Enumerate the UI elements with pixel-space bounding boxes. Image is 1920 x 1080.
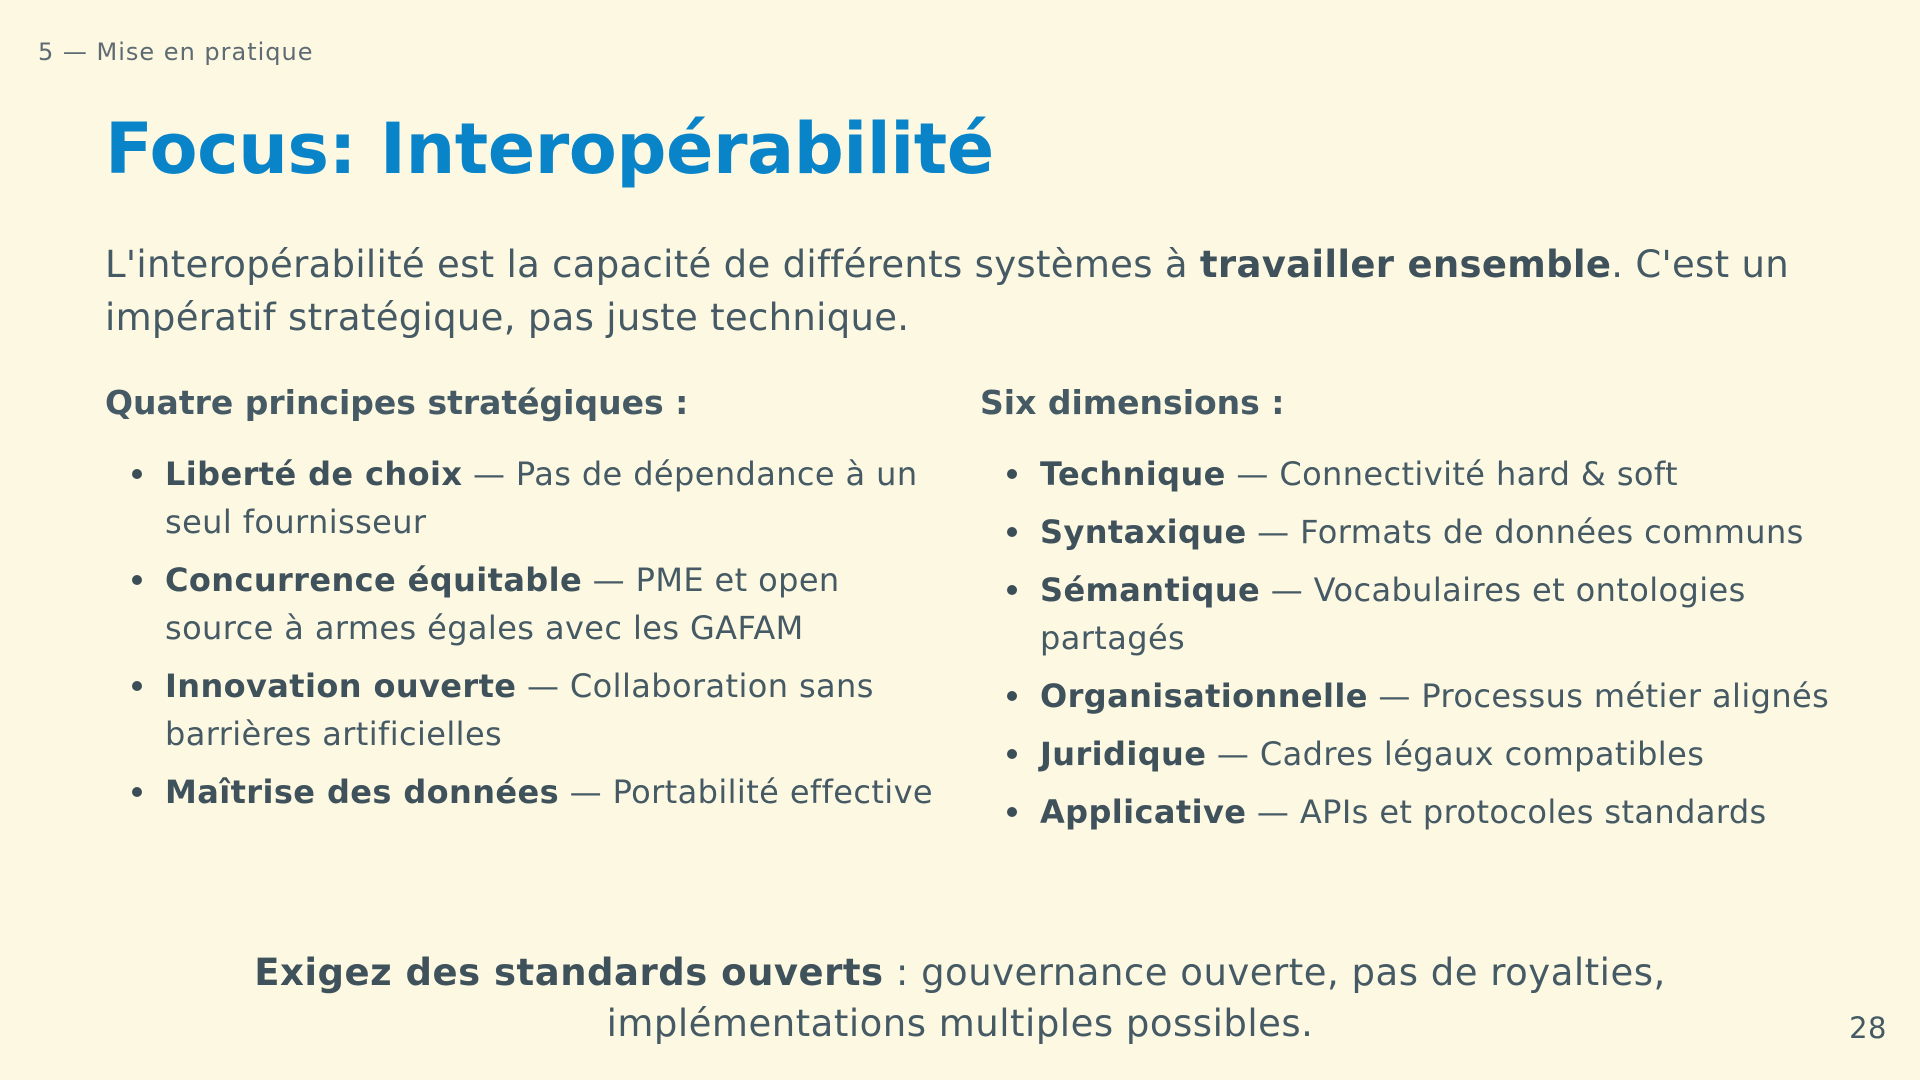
item-description: — Collaboration sans barrières artificielles [165,667,874,753]
item-term: Syntaxique [1040,513,1247,551]
item-term: Liberté de choix [165,455,463,493]
list-item [1040,672,1830,720]
list-item [165,450,955,546]
item-term: Organisationnelle [1040,677,1368,715]
item-description: — Formats de données communs [1246,513,1804,551]
list-item [165,556,955,652]
bullet-icon [132,469,142,479]
intro-emphasis: travailler ensemble [1199,243,1612,286]
item-term: Concurrence équitable [165,561,583,599]
intro-text-end: . C'est un impératif stratégique, pas juste technique. [105,243,1789,339]
list-item [1040,450,1830,498]
bullet-icon [1007,691,1017,701]
bullet-icon [132,681,142,691]
principles-heading: Quatre principes stratégiques : [105,383,689,422]
item-description: — Pas de dépendance à un seul fournisseur [165,455,918,541]
bullet-icon [132,787,142,797]
list-item [1040,730,1830,778]
intro-text-start: L'interopérabilité est la capacité de différents systèmes à [105,243,1200,286]
list-item [1040,788,1830,836]
intro-paragraph [105,238,1825,344]
footer-callout [100,947,1820,1049]
list-item [165,662,955,758]
bullet-icon [1007,527,1017,537]
bullet-icon [1007,749,1017,759]
item-description: — PME et open source à armes égales avec les GAFAM [165,561,840,647]
item-description: — Cadres légaux compatibles [1206,735,1705,773]
item-description: — Vocabulaires et ontologies partagés [1040,571,1746,657]
item-description: — Processus métier alignés [1367,677,1830,715]
item-term: Applicative [1040,793,1247,831]
item-description: — Connectivité hard & soft [1225,455,1678,493]
item-term: Innovation ouverte [165,667,517,705]
section-label: 5 — Mise en pratique [38,38,314,66]
footer-text: : gouvernance ouverte, pas de royalties, implémentations multiples possibles. [606,951,1666,1045]
list-item [165,768,955,816]
list-item [1040,508,1830,556]
dimensions-list [980,450,1830,836]
bullet-icon [1007,585,1017,595]
slide-title: Focus: Interopérabilité [105,108,994,190]
item-term: Sémantique [1040,571,1261,609]
page-number: 28 [1849,1011,1887,1045]
item-term: Technique [1040,455,1226,493]
item-term: Juridique [1040,735,1207,773]
item-description: — APIs et protocoles standards [1246,793,1767,831]
bullet-icon [132,575,142,585]
dimensions-column [980,380,1830,846]
principles-column [105,380,955,826]
footer-emphasis: Exigez des standards ouverts [254,951,884,994]
item-description: — Portabilité effective [559,773,933,811]
bullet-icon [1007,807,1017,817]
bullet-icon [1007,469,1017,479]
dimensions-heading: Six dimensions : [980,383,1285,422]
list-item [1040,566,1830,662]
item-term: Maîtrise des données [165,773,560,811]
principles-list [105,450,955,816]
